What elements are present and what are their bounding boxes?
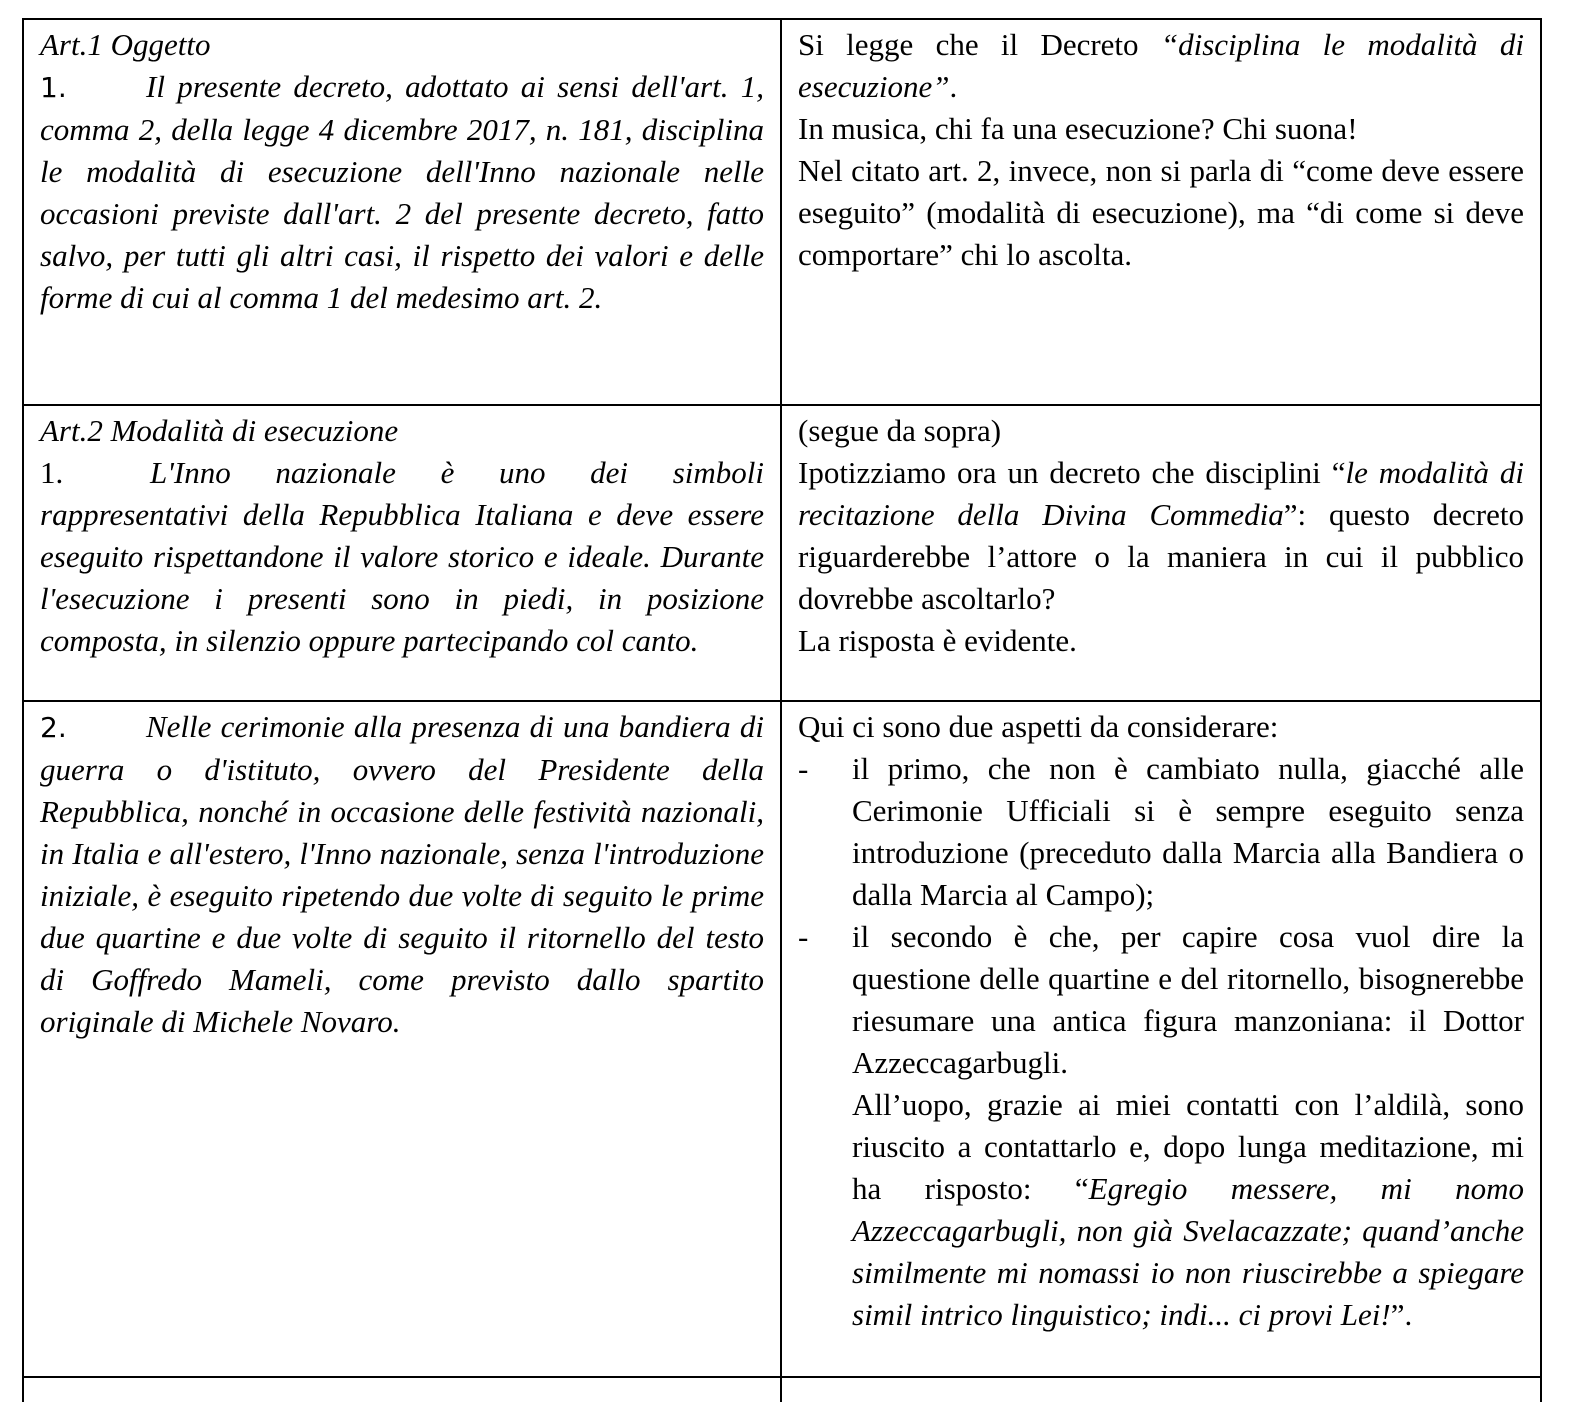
bullet-marker: - <box>798 919 809 954</box>
paragraph-number: 1. <box>40 455 64 490</box>
paragraph-number: 1. <box>40 71 67 104</box>
commentary-text: Si legge che il Decreto <box>798 27 1161 62</box>
commentary-paragraph: (segue da sopra) <box>798 413 1002 448</box>
decree-paragraph <box>40 452 764 662</box>
table-row <box>23 701 1541 1377</box>
quoted-text: Egregio messere, mi nomo Azzeccagarbugli, non già Svelacazzate; quand’anche similmente mi nomassi io non riuscirebbe a spiegare simil intrico linguistico; indi... ci provi Lei! <box>852 1171 1524 1332</box>
article-heading: Art.1 Oggetto <box>40 27 211 62</box>
commentary-paragraph <box>798 452 1524 620</box>
quoted-text: le modalità di recitazione della Divina Commedia <box>798 455 1524 532</box>
decree-paragraph <box>40 706 764 1043</box>
commentary-text: ”: questo decreto riguarderebbe l’attore o la maniera in cui il pubblico dovrebbe ascoltarlo? <box>798 497 1524 616</box>
commentary-paragraph: La risposta è evidente. <box>798 623 1077 658</box>
table-row <box>23 1377 1541 1402</box>
commentary-paragraph <box>798 1084 1524 1336</box>
commentary-text: . <box>949 69 958 104</box>
list-item-text: il primo, che non è cambiato nulla, giacché alle Cerimonie Ufficiali si è sempre eseguito senza introduzione (preceduto dalla Marcia alla Bandiera o dalla Marcia al Campo); <box>852 751 1524 912</box>
quoted-text: “disciplina le modalità di esecuzione” <box>798 27 1524 104</box>
table-row <box>23 405 1541 701</box>
paragraph-number: 2. <box>40 711 67 744</box>
commentary-paragraph: In musica, chi fa una esecuzione? Chi suona! <box>798 111 1358 146</box>
list-item <box>798 748 1524 916</box>
commentary-cell <box>781 19 1541 405</box>
decree-cell <box>23 405 781 701</box>
article-heading: Art.2 Modalità di esecuzione <box>40 413 399 448</box>
commentary-paragraph <box>798 24 1524 108</box>
commentary-cell <box>781 701 1541 1377</box>
commentary-text: Ipotizziamo ora un decreto che disciplini “ <box>798 455 1346 490</box>
decree-text: Il presente decreto, adottato ai sensi dell'art. 1, comma 2, della legge 4 dicembre 2017, n. 181, disciplina le modalità di esecuzione dell'Inno nazionale nelle occasioni previste dall'art. 2 del presente decreto, fatto salvo, per tutti gli altri casi, il rispetto dei valori e delle forme di cui al comma 1 del medesimo art. 2. <box>40 69 764 315</box>
comparison-table <box>22 18 1542 1402</box>
decree-text: L'Inno nazionale è uno dei simboli rappresentativi della Repubblica Italiana e deve essere eseguito rispettandone il valore storico e ideale. Durante l'esecuzione i presenti sono in piedi, in posizione composta, in silenzio oppure partecipando col canto. <box>40 455 764 658</box>
commentary-text: All’uopo, grazie ai miei contatti con l’aldilà, sono riuscito a contattarlo e, dopo lunga meditazione, mi ha risposto: “ <box>852 1087 1524 1206</box>
list-item-text: il secondo è che, per capire cosa vuol dire la questione delle quartine e del ritornello, bisognerebbe riesumare una antica figura manzoniana: il Dottor Azzeccagarbugli. <box>852 919 1524 1080</box>
decree-cell <box>23 19 781 405</box>
empty-cell <box>781 1377 1541 1402</box>
decree-text: Nelle cerimonie alla presenza di una bandiera di guerra o d'istituto, ovvero del Presidente della Repubblica, nonché in occasione delle festività nazionali, in Italia e all'estero, l'Inno nazionale, senza l'introduzione iniziale, è eseguito ripetendo due volte di seguito le prime due quartine e due volte di seguito il ritornello del testo di Goffredo Mameli, come previsto dallo spartito originale di Michele Novaro. <box>40 709 764 1039</box>
empty-cell <box>23 1377 781 1402</box>
table-row <box>23 19 1541 405</box>
decree-paragraph <box>40 66 764 319</box>
commentary-cell <box>781 405 1541 701</box>
list-item <box>798 916 1524 1084</box>
commentary-intro: Qui ci sono due aspetti da considerare: <box>798 709 1279 744</box>
decree-cell <box>23 701 781 1377</box>
commentary-text: ”. <box>1390 1297 1413 1332</box>
bullet-marker: - <box>798 751 809 786</box>
commentary-paragraph: Nel citato art. 2, invece, non si parla di “come deve essere eseguito” (modalità di esecuzione), ma “di come si deve comportare” chi lo ascolta. <box>798 153 1524 272</box>
